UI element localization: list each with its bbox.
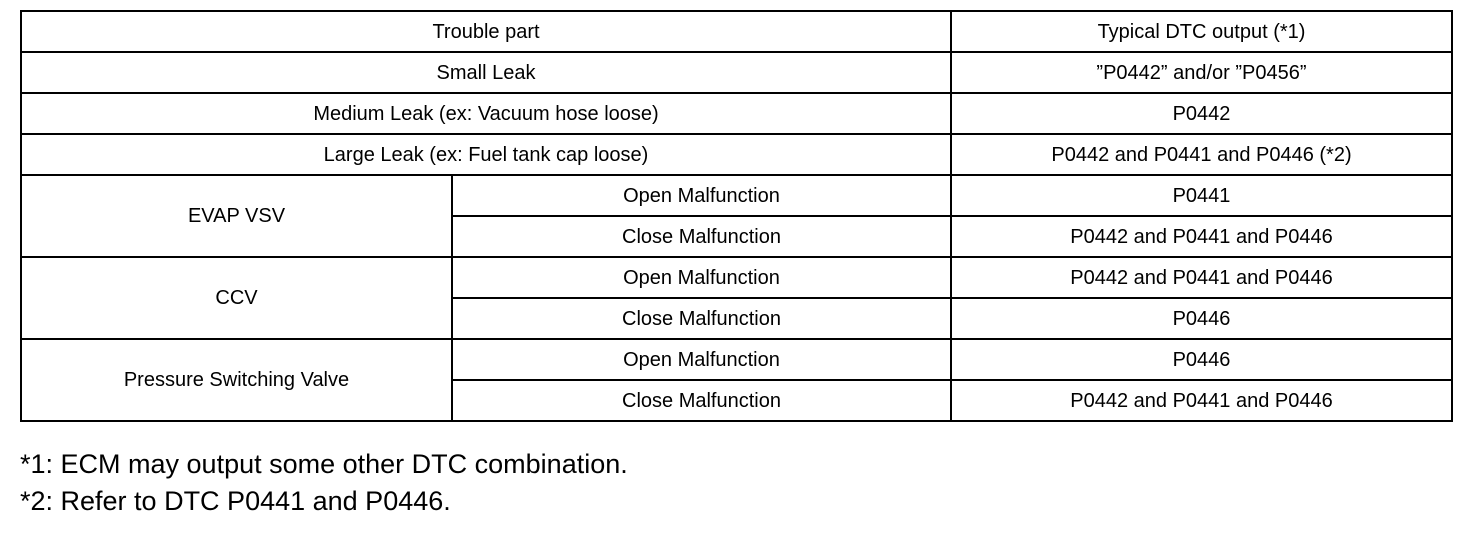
dtc-output-cell: P0442 and P0441 and P0446 (951, 257, 1452, 298)
table-row (21, 257, 1452, 298)
condition-cell: Close Malfunction (452, 216, 951, 257)
dtc-output-cell: P0446 (951, 298, 1452, 339)
condition-cell: Open Malfunction (452, 257, 951, 298)
trouble-part-cell: Medium Leak (ex: Vacuum hose loose) (21, 93, 951, 134)
condition-cell: Close Malfunction (452, 380, 951, 421)
dtc-output-cell: P0441 (951, 175, 1452, 216)
footnotes (20, 446, 628, 520)
footnote-2: *2: Refer to DTC P0441 and P0446. (20, 486, 451, 516)
header-typical-dtc-output: Typical DTC output (*1) (951, 11, 1452, 52)
condition-cell: Open Malfunction (452, 339, 951, 380)
table-header-row (21, 11, 1452, 52)
dtc-output-cell: P0442 (951, 93, 1452, 134)
table-row (21, 134, 1452, 175)
table-row (21, 339, 1452, 380)
group-part-cell: CCV (21, 257, 452, 339)
condition-cell: Close Malfunction (452, 298, 951, 339)
dtc-table (20, 10, 1453, 422)
group-part-cell: Pressure Switching Valve (21, 339, 452, 421)
dtc-output-cell: P0442 and P0441 and P0446 (951, 380, 1452, 421)
table-row (21, 93, 1452, 134)
condition-cell: Open Malfunction (452, 175, 951, 216)
dtc-output-cell: P0442 and P0441 and P0446 (951, 216, 1452, 257)
header-trouble-part: Trouble part (21, 11, 951, 52)
dtc-output-cell: P0446 (951, 339, 1452, 380)
trouble-part-cell: Large Leak (ex: Fuel tank cap loose) (21, 134, 951, 175)
table-row (21, 52, 1452, 93)
trouble-part-cell: Small Leak (21, 52, 951, 93)
group-part-cell: EVAP VSV (21, 175, 452, 257)
dtc-output-cell: P0442 and P0441 and P0446 (*2) (951, 134, 1452, 175)
footnote-1: *1: ECM may output some other DTC combination. (20, 449, 628, 479)
dtc-output-cell: ”P0442” and/or ”P0456” (951, 52, 1452, 93)
table-row (21, 175, 1452, 216)
